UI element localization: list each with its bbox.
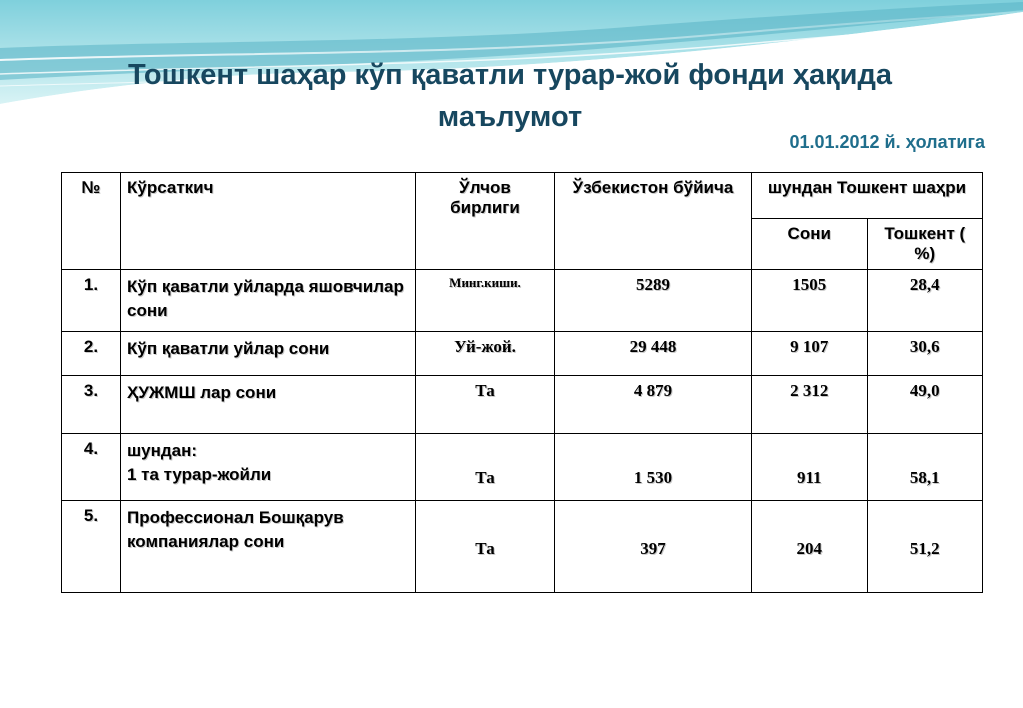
row-tashkent-count: 911 bbox=[752, 434, 868, 501]
row-unit: Минг.киши. bbox=[416, 270, 555, 332]
row-tashkent-percent: 30,6 bbox=[867, 332, 983, 376]
row-indicator: Кўп қаватли уйларда яшовчилар сони bbox=[121, 270, 416, 332]
table-row bbox=[62, 434, 983, 501]
row-tashkent-percent: 58,1 bbox=[867, 434, 983, 501]
row-tashkent-percent: 28,4 bbox=[867, 270, 983, 332]
header-count: Сони bbox=[752, 219, 868, 270]
row-uzbekistan-value: 397 bbox=[555, 501, 752, 593]
table-row bbox=[62, 376, 983, 434]
page-title bbox=[40, 54, 980, 138]
row-tashkent-count: 2 312 bbox=[752, 376, 868, 434]
row-number: 5. bbox=[62, 501, 121, 593]
row-indicator: ҲУЖМШ лар сони bbox=[121, 376, 416, 434]
row-indicator-line-1: шундан: bbox=[127, 441, 198, 460]
row-tashkent-percent: 51,2 bbox=[867, 501, 983, 593]
row-number: 4. bbox=[62, 434, 121, 501]
header-number: № bbox=[62, 173, 121, 270]
date-note: 01.01.2012 й. ҳолатига bbox=[789, 132, 985, 152]
row-indicator: Профессионал Бошқарув компаниялар сони bbox=[121, 501, 416, 593]
row-tashkent-count: 9 107 bbox=[752, 332, 868, 376]
row-uzbekistan-value: 29 448 bbox=[555, 332, 752, 376]
housing-stock-table bbox=[61, 172, 983, 593]
row-uzbekistan-value: 5289 bbox=[555, 270, 752, 332]
table-row bbox=[62, 332, 983, 376]
header-tashkent-group: шундан Тошкент шаҳри bbox=[752, 173, 983, 219]
row-number: 1. bbox=[62, 270, 121, 332]
row-tashkent-count: 204 bbox=[752, 501, 868, 593]
page-title-line-1: Тошкент шаҳар кўп қаватли турар-жой фонди ҳақида bbox=[127, 59, 893, 91]
table-header-row bbox=[62, 173, 983, 219]
table-row bbox=[62, 270, 983, 332]
row-uzbekistan-value: 4 879 bbox=[555, 376, 752, 434]
page-title-line-2: маълумот bbox=[437, 101, 583, 133]
row-tashkent-percent: 49,0 bbox=[867, 376, 983, 434]
row-number: 2. bbox=[62, 332, 121, 376]
row-unit: Та bbox=[416, 376, 555, 434]
header-unit: Ўлчов бирлиги bbox=[416, 173, 555, 270]
row-indicator-line-2: 1 та турар-жойли bbox=[127, 465, 272, 484]
row-number: 3. bbox=[62, 376, 121, 434]
table-row bbox=[62, 501, 983, 593]
row-tashkent-count: 1505 bbox=[752, 270, 868, 332]
row-unit: Та bbox=[416, 434, 555, 501]
header-uzbekistan: Ўзбекистон бўйича bbox=[555, 173, 752, 270]
row-unit: Та bbox=[416, 501, 555, 593]
row-uzbekistan-value: 1 530 bbox=[555, 434, 752, 501]
row-unit: Уй-жой. bbox=[416, 332, 555, 376]
header-indicator: Кўрсаткич bbox=[121, 173, 416, 270]
header-percent: Тошкент ( %) bbox=[867, 219, 983, 270]
row-indicator bbox=[121, 434, 416, 501]
row-indicator: Кўп қаватли уйлар сони bbox=[121, 332, 416, 376]
